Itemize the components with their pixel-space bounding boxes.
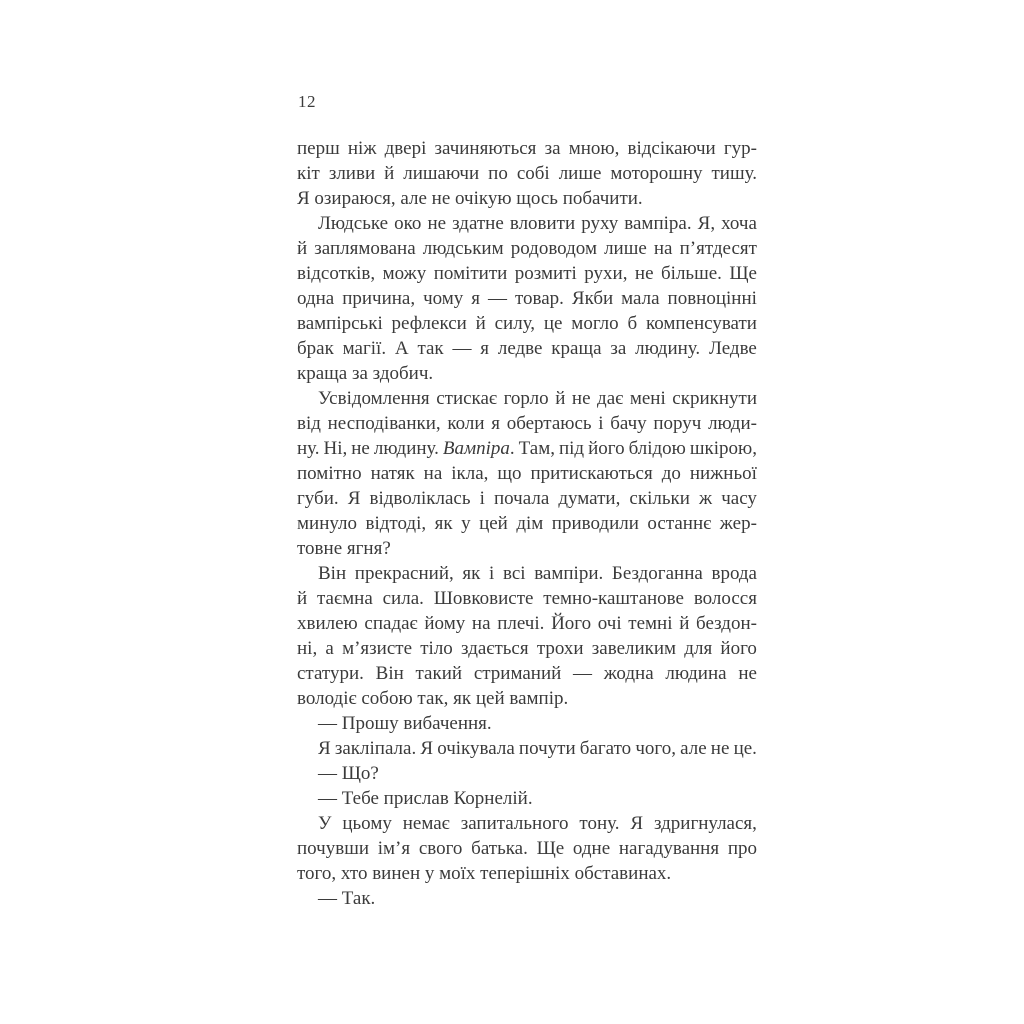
word: очікувала [437,738,515,759]
page-text [297,136,757,911]
word: людину. [373,438,439,459]
word: Ледве [708,338,757,359]
word: за [610,338,627,359]
word: — [452,338,472,359]
word: я [471,288,481,309]
word: за [544,138,561,159]
word: людським [422,238,504,259]
word: шкірою, [689,438,757,459]
word: людину. [635,338,701,359]
word: лише [558,163,602,184]
word: моторошну [610,163,703,184]
word: вампіри. [534,563,604,584]
word: для [684,638,713,659]
word: здається [461,638,529,659]
word: хоча [721,213,757,234]
word: губи. [297,488,339,509]
word: тону. [579,813,620,834]
word: прекрасний, [354,563,454,584]
word: лише [604,238,647,259]
word: закліпала. [334,738,417,759]
word: чому [423,288,464,309]
word: магії. [342,338,387,359]
paragraph [297,711,757,736]
word: ікла, [451,463,489,484]
text-line [297,611,757,636]
word: вампірські [297,313,383,334]
word: ім’я [377,838,411,859]
word: здригнулася, [653,813,757,834]
word: від [297,413,321,434]
text-line [297,511,757,536]
word: що [497,463,522,484]
word: компенсувати [645,313,757,334]
text-line: володіє собою так, як цей вампір. [297,688,569,709]
word: сила. [382,588,424,609]
text-line [297,461,757,486]
word: почувши [297,838,370,859]
text-line: — Прошу вибачення. [318,713,492,734]
word: собі [516,163,550,184]
word: не [634,263,654,284]
word: нагадування [618,838,720,859]
word: бачу [610,413,647,434]
word: ні, [297,638,318,659]
word: волосся [693,588,757,609]
text-line [297,211,757,236]
word: натяк [370,463,415,484]
word: чого, [635,738,676,759]
word: Я [318,738,331,759]
word: а [325,638,334,659]
word: це [543,313,563,334]
word: — [573,663,593,684]
word: у [461,513,471,534]
text-line: того, хто винен у моїх теперішніх обставинах. [297,863,672,884]
text-line [297,736,757,761]
word: перш [297,138,340,159]
word: й [555,388,566,409]
word: розмиті [514,263,577,284]
word: багато [579,738,632,759]
word: Я [630,813,644,834]
word: часу [721,488,757,509]
text-line: Я озираюся, але не очікую щось побачити. [297,188,643,209]
word: ну. [297,438,320,459]
word: помітно [297,463,362,484]
word: не [351,438,370,459]
text-line [297,411,757,436]
word: рефлекси [391,313,467,334]
word: б [627,313,638,334]
word: я [480,338,490,359]
word: блідою [628,438,686,459]
word: бездон- [696,613,757,634]
word: повноцінні [667,288,757,309]
word: такий [415,663,463,684]
word: вампіра. [624,213,692,234]
word: хвилею [297,613,358,634]
word: Ще [536,838,565,859]
word: батька. [471,838,528,859]
word: жер- [719,513,757,534]
text-line [297,661,757,686]
word: темно-каштанове [543,588,684,609]
text-line [297,261,757,286]
paragraph [297,136,757,211]
word: таємна [317,588,373,609]
word: стриманий [473,663,562,684]
text-line: товне ягня? [297,538,391,559]
text-line [297,436,757,461]
text-line [297,136,757,161]
word: почути [518,738,576,759]
word: так [417,338,444,359]
word: як [434,513,453,534]
word: й [384,163,395,184]
word: Його [551,613,592,634]
word: його [588,438,625,459]
word: минуло [297,513,358,534]
word: й [297,588,308,609]
word: руху [581,213,619,234]
word: відтоді, [365,513,427,534]
word: почала [494,488,550,509]
word: дім [516,513,544,534]
word: краща [551,338,602,359]
paragraph [297,786,757,811]
word: і [479,488,485,509]
word: цей [479,513,508,534]
paragraph [297,561,757,711]
word: не [738,663,757,684]
word: й [297,238,308,259]
word: приводили [551,513,639,534]
word: можу [382,263,427,284]
word: Він [375,663,404,684]
word: око [394,213,422,234]
word: не [571,388,591,409]
word: по [488,163,508,184]
word: плечі. [497,613,545,634]
word: мені [629,388,666,409]
text-line: — Що? [318,763,379,784]
word: п’ятдесят [679,238,757,259]
word: думати, [558,488,621,509]
text-line [297,311,757,336]
word: Усвідомлення [318,388,430,409]
word: гур- [723,138,757,159]
word: обертаюсь [506,413,592,434]
word: і [598,413,604,434]
word: статури. [297,663,364,684]
word: коли [447,413,485,434]
word: люди- [708,413,757,434]
word: трохи [536,638,584,659]
word: нижньої [689,463,757,484]
word: Я [347,488,361,509]
word: як [462,563,481,584]
word: м’язисте [342,638,413,659]
word: мала [621,288,660,309]
word: людина [665,663,727,684]
word: більше. [661,263,722,284]
word: могло [571,313,619,334]
word: темні [628,613,673,634]
word: зачиняються [434,138,537,159]
word: не [427,213,447,234]
word: не [710,738,730,759]
word: Ще [729,263,757,284]
word: під [558,438,585,459]
word: запитального [460,813,569,834]
word: ніж [347,138,377,159]
paragraph [297,761,757,786]
paragraph [297,886,757,911]
word: відсікаючи [627,138,716,159]
word: й [475,313,486,334]
word: немає [402,813,450,834]
word: Я, [697,213,716,234]
word: я [491,413,500,434]
word: притискаються [530,463,653,484]
word: здатне [452,213,504,234]
word: цьому [342,813,392,834]
word: йому [424,613,466,634]
word: Ні, [323,438,348,459]
word: — [488,288,507,309]
paragraph [297,811,757,886]
word: всі [502,563,526,584]
word: Якби [571,288,614,309]
word: поруч [653,413,702,434]
word: силу, [494,313,536,334]
word: на [471,613,491,634]
word: про [727,838,757,859]
text-line [297,561,757,586]
word: горло [503,388,549,409]
word: до [661,463,681,484]
word: врода [711,563,757,584]
word: тишу. [711,163,757,184]
text-line [297,586,757,611]
word: жодна [603,663,654,684]
text-line: — Так. [318,888,376,909]
word: але [680,738,707,759]
word: мною, [568,138,620,159]
word: товар. [514,288,564,309]
word: несподіванки, [327,413,441,434]
word: тіло [420,638,453,659]
word: й [679,613,690,634]
word: спадає [364,613,418,634]
word: на [653,238,673,259]
paragraph [297,386,757,561]
word: ж [699,488,713,509]
word: і [489,563,495,584]
word: очі [597,613,622,634]
word: Бездоганна [611,563,703,584]
word: ледве [497,338,543,359]
word: Я [420,738,434,759]
word: дає [597,388,624,409]
word: кіт [297,163,320,184]
word: помітити [433,263,508,284]
text-line [297,161,757,186]
text-line [297,486,757,511]
word: причина, [342,288,416,309]
word: зливи [328,163,376,184]
word: лишаючи [403,163,480,184]
paragraph [297,736,757,761]
word: У [318,813,332,834]
word: відволіклась [369,488,471,509]
word: на [423,463,443,484]
text-line: — Тебе прислав Корнелій. [318,788,533,809]
word: останнє [647,513,712,534]
word: заплямована [314,238,416,259]
word: А [394,338,409,359]
word: двері [384,138,427,159]
text-line [297,836,757,861]
word: скільки [629,488,690,509]
word: завеликим [591,638,677,659]
word: відсотків, [297,263,376,284]
word: Шовковисте [433,588,534,609]
paragraph [297,211,757,386]
text-line [297,811,757,836]
word: одне [572,838,611,859]
word: вловити [509,213,576,234]
text-line [297,636,757,661]
text-line [297,386,757,411]
text-line: краща за здобич. [297,363,434,384]
page-number: 12 [298,92,316,111]
text-line [297,336,757,361]
word: це. [733,738,757,759]
word: скрикнути [672,388,757,409]
word: Там, [518,438,555,459]
word: стискає [436,388,498,409]
word: Він [318,563,347,584]
word: рухи, [584,263,628,284]
word: одна [297,288,335,309]
word: Людське [318,213,389,234]
word: родоводом [510,238,597,259]
text-line [297,236,757,261]
word: свого [418,838,463,859]
text-line [297,286,757,311]
word: Вампіра. [442,438,515,459]
word: його [720,638,757,659]
word: брак [297,338,334,359]
